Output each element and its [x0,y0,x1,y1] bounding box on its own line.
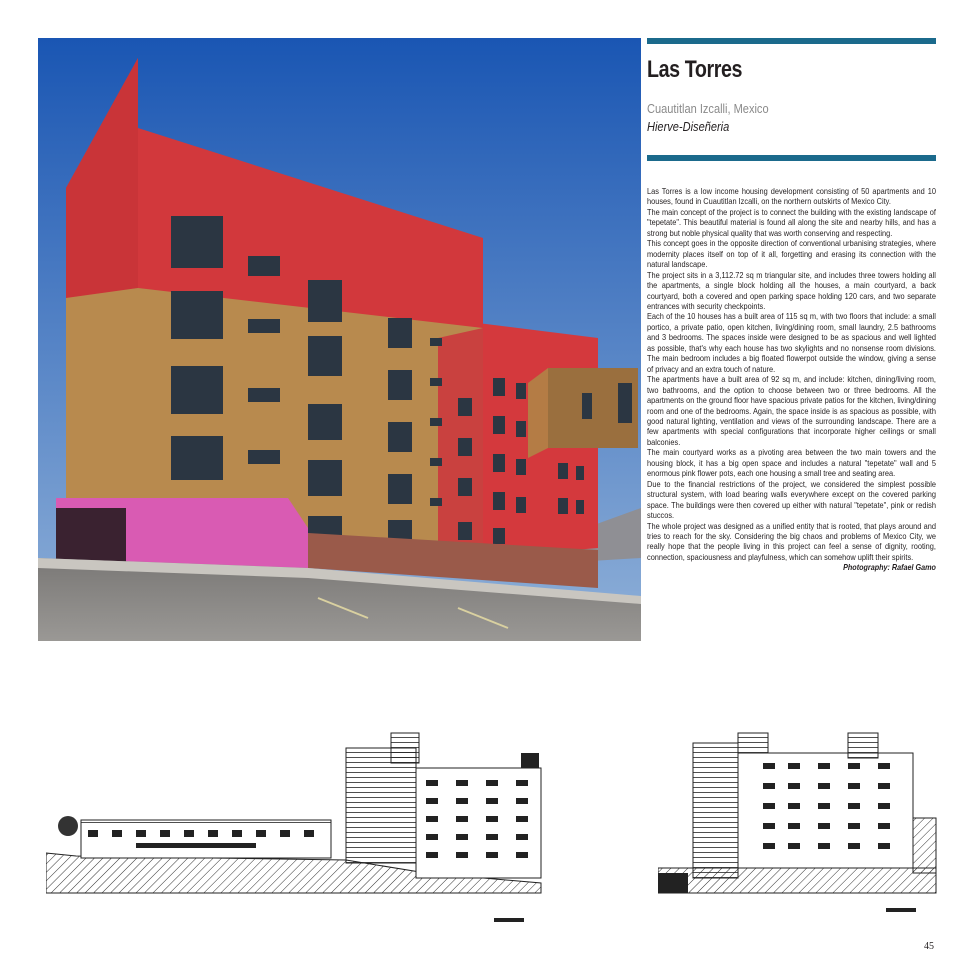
project-description [647,186,936,573]
description-paragraph: Due to the financial restrictions of the project, we considered the simplest possible structural system, with load bearing walls everywhere except on the covered parking space. The buildings were then covered up either with natural "tepetate", pink or redish stuccos. [647,478,936,521]
description-paragraph: The main courtyard works as a pivoting area between the two main towers and the housing block, it has a big open space and includes a natural "tepetate" wall and 5 enormous pink flower pots, each one housing a small tree and seating area. [647,447,936,479]
description-paragraph: The project sits in a 3,112.72 sq m triangular site, and includes three towers holding all the apartments, a single block holding all the houses, a main courtyard, a back courtyard, both a covered and open parking space holding 120 cars, and two separate entrances with security checkpoints. [647,269,936,311]
description-paragraph: The apartments have a built area of 92 sq m, and include: kitchen, dining/living room, two bathrooms, and the option to choose between two or three bedrooms. All the apartments on the ground floor have spacious private patios for the kitchen, living/dining room and one of the bedrooms. Again, the space inside is as spacious as possible, with good natural lighting, ventilation and views of the surrounding landscape. There are a few apartments with special configurations that incorporate higher ceilings or small balconies. [647,374,936,447]
description-paragraph: The main concept of the project is to connect the building with the existing landscape of "tepetate". This beautiful material is found all along the site and nearby hills, and has a strong but noble physical quality that was worth conserving and respecting. [647,206,936,238]
header-rule-top [647,38,936,44]
description-paragraph: Las Torres is a low income housing development consisting of 50 apartments and 10 houses, found in Cuautitlan Izcalli, on the northern outskirts of Mexico City. [647,186,936,207]
photo-credit: Photography: Rafael Gamo [843,562,936,573]
building-photo [38,38,641,641]
description-paragraph: The whole project was designed as a unified entity that is rooted, that plays around and tries to reach for the sky. Considering the big chaos and problems of Mexico City, we really hope that the people living in this project can feel a sense of dignity, rooting, connection, spaciousness and playfulness, which can somehow uplift their spirits. [647,520,936,562]
description-paragraph: Each of the 10 houses has a built area of 115 sq m, with two floors that include: a small portico, a private patio, open kitchen, living/dining room, small laundry, 2.5 bathrooms and 3 bedrooms. The spaces inside were designed to be as spacious and well lighted as possible, that's why each house has two skylights and no nonsense room divisions. The main bedroom includes a big floated flowerpot outside the window, giving a sense of privacy and an extra touch of nature. [647,311,936,374]
project-architect: Hierve-Diseñeria [647,119,730,134]
elevation-drawing-left [46,728,546,933]
project-title: Las Torres [647,56,743,83]
header-rule-bottom [647,155,936,161]
elevation-drawing-right [658,728,938,933]
page-number: 45 [924,941,934,952]
project-location: Cuautitlan Izcalli, Mexico [647,101,769,116]
description-paragraph: This concept goes in the opposite direction of conventional urbanising strategies, where modernity places itself on top of it all, forgetting and erasing its connection with the natural landscape. [647,238,936,270]
